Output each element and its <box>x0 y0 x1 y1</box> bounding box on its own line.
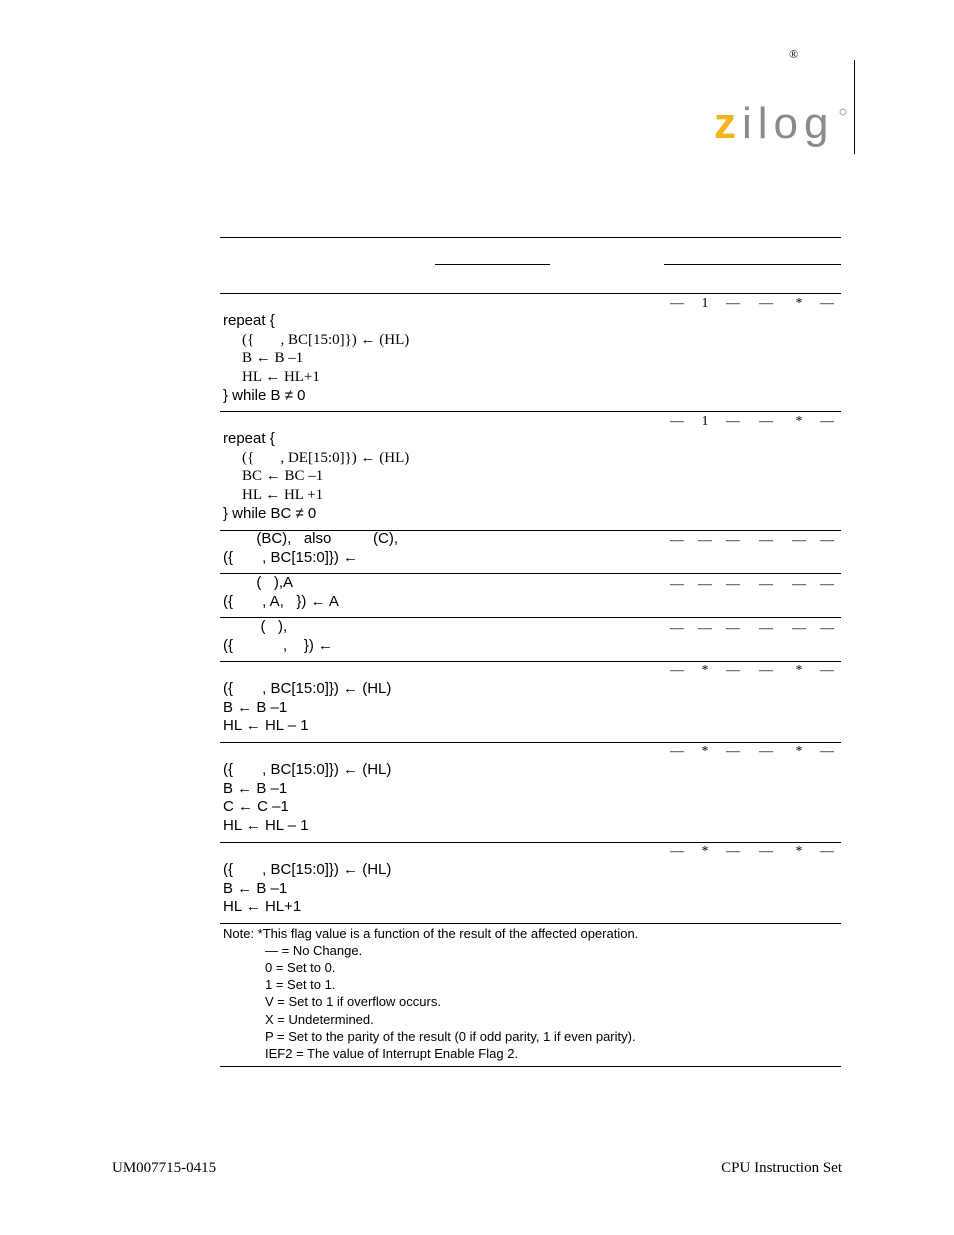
row-3-flag-4: — <box>759 533 773 548</box>
row-4-flag-3: — <box>726 577 740 592</box>
table-bottom-rule <box>220 1066 841 1067</box>
row-8-line-1: ({ , BC[15:0]}) ← (HL) <box>223 861 392 878</box>
logo-z: z <box>714 104 736 148</box>
row-8-flag-5: * <box>795 844 803 859</box>
row-3-line-1: (BC), also (C), <box>223 530 399 547</box>
row-8-flag-6: — <box>820 844 834 859</box>
row-1-line-2: ({ , BC[15:0]}) ← (HL) <box>242 331 410 348</box>
zilog-logo <box>712 104 852 160</box>
row-7-line-4: HL ← HL – 1 <box>223 817 309 835</box>
header-divider <box>854 60 855 154</box>
row-1-line-5: } while B ≠ 0 <box>223 386 306 404</box>
row-2-line-5: } while BC ≠ 0 <box>223 504 317 522</box>
row-7-flag-4: — <box>759 744 773 759</box>
row-6-flag-5: * <box>795 663 803 678</box>
row-2-flag-3: — <box>726 414 740 429</box>
row-1-line-1: repeat { <box>223 312 275 329</box>
row-8-line-2: B ← B –1 <box>223 879 288 897</box>
table-header-bottom-rule <box>220 293 841 294</box>
row-1-line-3: B ← B –1 <box>242 350 304 367</box>
row-5-flag-1: — <box>670 621 684 636</box>
header-subrule-right <box>664 264 841 265</box>
row-6-line-2: B ← B –1 <box>223 698 288 716</box>
row-1-flag-1: — <box>670 296 684 311</box>
row-2-line-2: ({ , DE[15:0]}) ← (HL) <box>242 449 410 466</box>
row-2-flag-2: 1 <box>701 414 709 429</box>
row-3-flag-1: — <box>670 533 684 548</box>
row-6-flag-2: * <box>701 663 709 678</box>
row-1-flag-6: — <box>820 296 834 311</box>
row-5-line-2: ({ , }) ← <box>223 636 334 654</box>
note-line-1: Note: *This flag value is a function of the result of the affected operation. <box>223 926 639 941</box>
row-2-flag-4: — <box>759 414 773 429</box>
row-3-flag-2: — <box>698 533 712 548</box>
note-line-7: P = Set to the parity of the result (0 if odd parity, 1 if even parity). <box>265 1028 636 1044</box>
row-2-flag-1: — <box>670 414 684 429</box>
row-8-flag-1: — <box>670 844 684 859</box>
row-1-flag-3: — <box>726 296 740 311</box>
row-6-bottom-rule <box>220 742 841 743</box>
row-6-flag-1: — <box>670 663 684 678</box>
row-1-flag-4: — <box>759 296 773 311</box>
row-1-line-4: HL ← HL+1 <box>242 369 320 386</box>
row-4-flag-4: — <box>759 577 773 592</box>
table-top-rule <box>220 237 841 238</box>
row-4-flag-1: — <box>670 577 684 592</box>
row-7-flag-1: — <box>670 744 684 759</box>
row-3-flag-6: — <box>820 533 834 548</box>
row-1-flag-2: 1 <box>701 296 709 311</box>
note-line-5: V = Set to 1 if overflow occurs. <box>265 994 441 1010</box>
row-2-line-1: repeat { <box>223 430 275 447</box>
header-subrule-left <box>435 264 550 265</box>
row-7-line-2: B ← B –1 <box>223 779 288 797</box>
row-4-flag-6: — <box>820 577 834 592</box>
row-8-line-3: HL ← HL+1 <box>223 898 302 916</box>
row-1-flag-5: * <box>795 296 803 311</box>
row-3-line-2: ({ , BC[15:0]}) ← <box>223 548 359 566</box>
row-6-line-1: ({ , BC[15:0]}) ← (HL) <box>223 680 392 697</box>
note-line-4: 1 = Set to 1. <box>265 977 336 993</box>
row-7-line-3: C ← C –1 <box>223 798 289 816</box>
row-2-flag-5: * <box>795 414 803 429</box>
row-5-line-1: ( ), <box>223 618 288 635</box>
row-2-line-4: HL ← HL +1 <box>242 487 324 504</box>
row-6-line-3: HL ← HL – 1 <box>223 717 309 735</box>
row-5-flag-6: — <box>820 621 834 636</box>
row-5-flag-4: — <box>759 621 773 636</box>
row-4-line-1: ( ),A <box>223 574 294 591</box>
row-3-flag-3: — <box>726 533 740 548</box>
row-8-bottom-rule <box>220 923 841 924</box>
row-7-flag-5: * <box>795 744 803 759</box>
row-5-bottom-rule <box>220 661 841 662</box>
row-7-flag-3: — <box>726 744 740 759</box>
row-4-flag-2: — <box>698 577 712 592</box>
note-line-3: 0 = Set to 0. <box>265 960 336 976</box>
row-5-flag-5: — <box>792 621 806 636</box>
logo-registered-icon <box>840 109 846 115</box>
row-2-flag-6: — <box>820 414 834 429</box>
row-6-flag-6: — <box>820 663 834 678</box>
row-1-bottom-rule <box>220 411 841 412</box>
row-5-flag-3: — <box>726 621 740 636</box>
row-4-bottom-rule <box>220 617 841 618</box>
row-7-bottom-rule <box>220 842 841 843</box>
logo-ilog: ilog <box>742 104 835 148</box>
row-4-flag-5: — <box>792 577 806 592</box>
row-6-flag-3: — <box>726 663 740 678</box>
row-7-line-1: ({ , BC[15:0]}) ← (HL) <box>223 761 392 778</box>
footer-doc-id: UM007715-0415 <box>112 1160 217 1176</box>
row-8-flag-3: — <box>726 844 740 859</box>
row-4-line-2: ({ , A, }) ← A <box>223 592 339 610</box>
row-7-flag-6: — <box>820 744 834 759</box>
note-line-2: — = No Change. <box>265 943 363 959</box>
registered-mark: ® <box>789 47 799 61</box>
row-8-flag-2: * <box>701 844 709 859</box>
row-6-flag-4: — <box>759 663 773 678</box>
row-3-flag-5: — <box>792 533 806 548</box>
note-line-6: X = Undetermined. <box>265 1011 374 1027</box>
row-5-flag-2: — <box>698 621 712 636</box>
note-line-8: IEF2 = The value of Interrupt Enable Flag 2. <box>265 1045 519 1061</box>
row-7-flag-2: * <box>701 744 709 759</box>
row-8-flag-4: — <box>759 844 773 859</box>
row-2-line-3: BC ← BC –1 <box>242 468 324 485</box>
footer-section: CPU Instruction Set <box>721 1160 842 1176</box>
row-3-bottom-rule <box>220 573 841 574</box>
